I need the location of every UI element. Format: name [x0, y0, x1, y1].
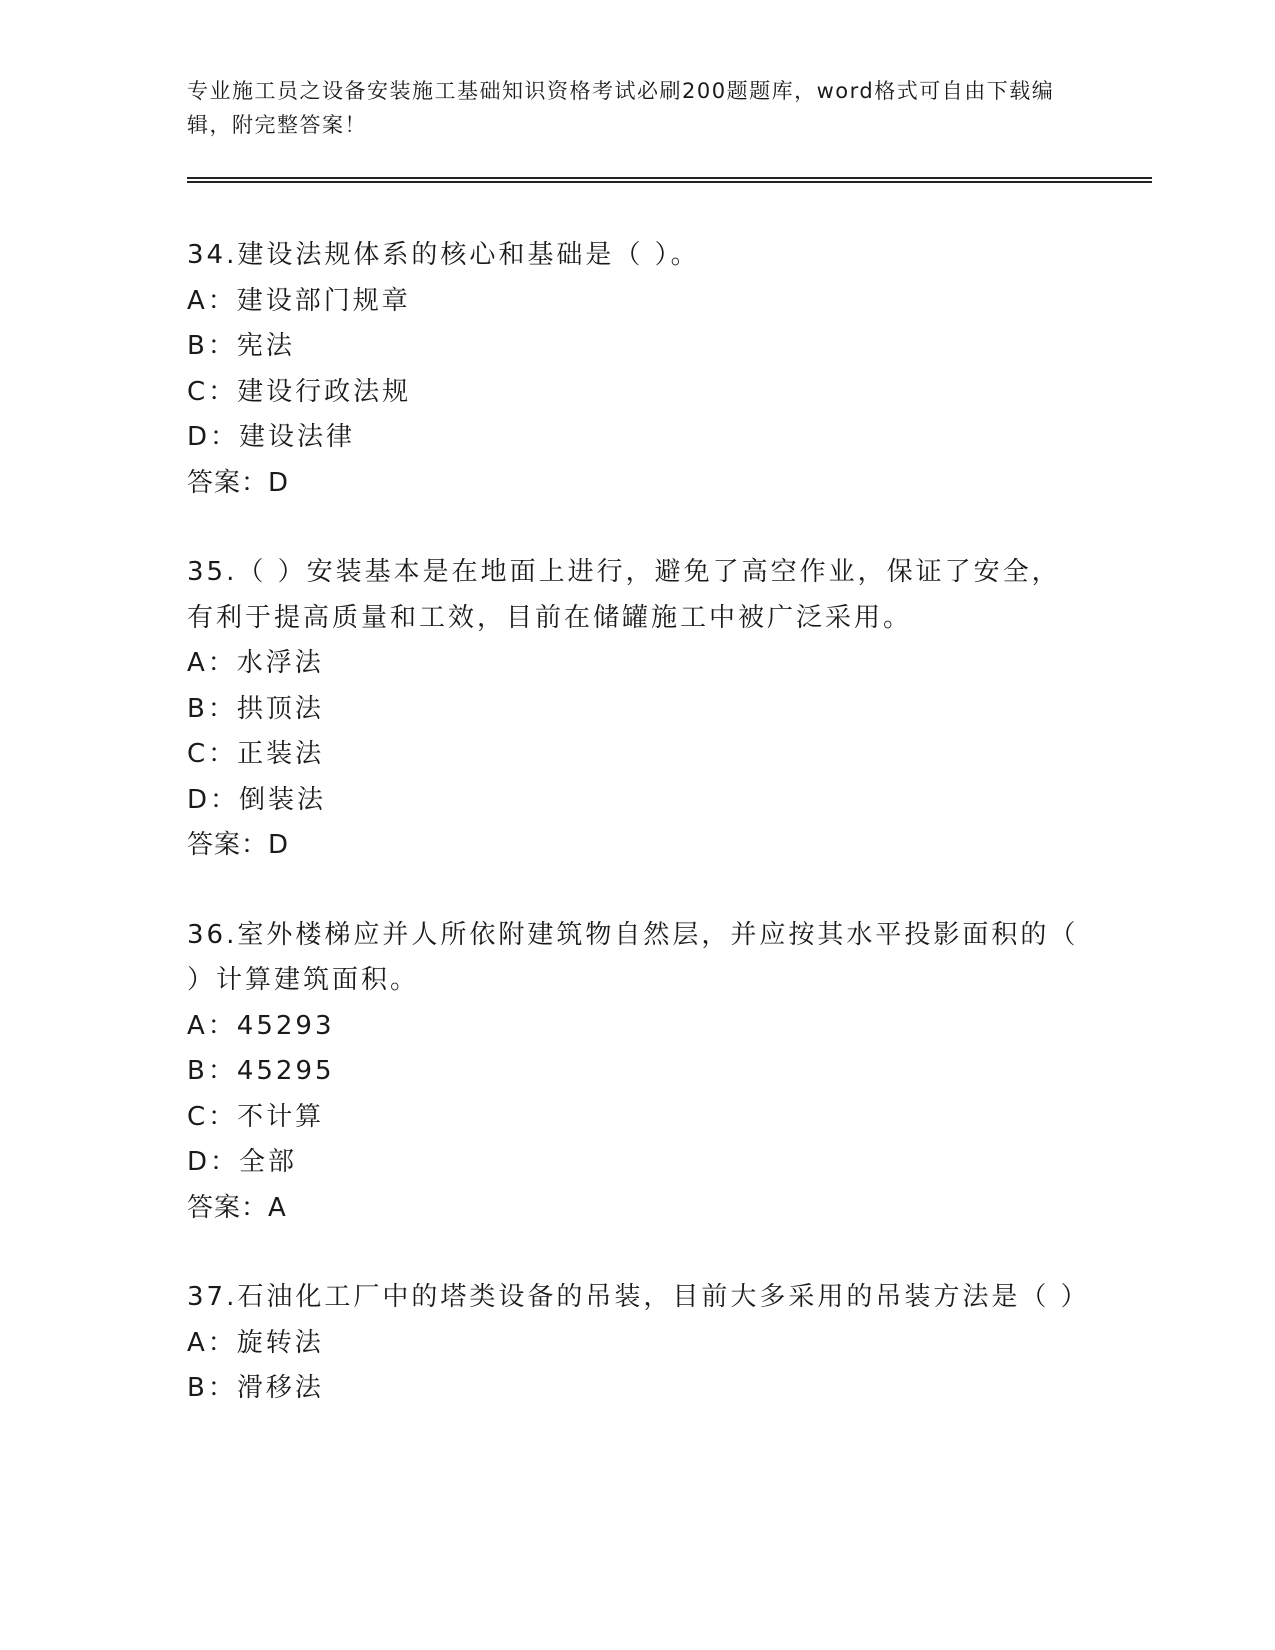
- question-36: [187, 913, 1087, 1232]
- question-text: 34.建设法规体系的核心和基础是（ ）。: [187, 240, 700, 270]
- question-35: [187, 550, 1087, 869]
- question-text: 35.（ ）安装基本是在地面上进行，避免了高空作业，保证了安全，有利于提高质量和工效，目前在储罐施工中被广泛采用。: [187, 557, 1061, 633]
- option-d: D：倒装法: [187, 784, 327, 815]
- question-37: [187, 1275, 1090, 1412]
- option-c: C：不计算: [187, 1101, 325, 1132]
- question-text: 36.室外楼梯应并人所依附建筑物自然层，并应按其水平投影面积的（ ）计算建筑面积。: [187, 919, 1079, 995]
- header-rule-bottom: [187, 181, 1152, 183]
- answer: 答案：D: [187, 830, 290, 860]
- question-34: [187, 233, 1087, 506]
- option-c: C：建设行政法规: [187, 376, 412, 407]
- question-list: [187, 233, 1090, 1412]
- document-header: 专业施工员之设备安装施工基础知识资格考试必刷200题题库，word格式可自由下载编辑，附完整答案！: [187, 79, 1055, 137]
- option-a: A：45293: [187, 1010, 335, 1041]
- option-b: B：宪法: [187, 331, 295, 361]
- option-a: A：旋转法: [187, 1327, 324, 1358]
- question-text: 37.石油化工厂中的塔类设备的吊装，目前大多采用的吊装方法是（ ）: [187, 1282, 1090, 1312]
- option-d: D：全部: [187, 1147, 298, 1177]
- option-c: C：正装法: [187, 739, 325, 769]
- answer: 答案：D: [187, 467, 290, 498]
- option-b: B：拱顶法: [187, 693, 324, 724]
- header-rule-top: [187, 177, 1152, 179]
- option-b: B：45295: [187, 1056, 335, 1086]
- option-a: A：建设部门规章: [187, 285, 411, 316]
- option-b: B：滑移法: [187, 1373, 324, 1403]
- option-a: A：水浮法: [187, 648, 324, 678]
- option-d: D：建设法律: [187, 422, 356, 452]
- answer: 答案：A: [187, 1192, 287, 1223]
